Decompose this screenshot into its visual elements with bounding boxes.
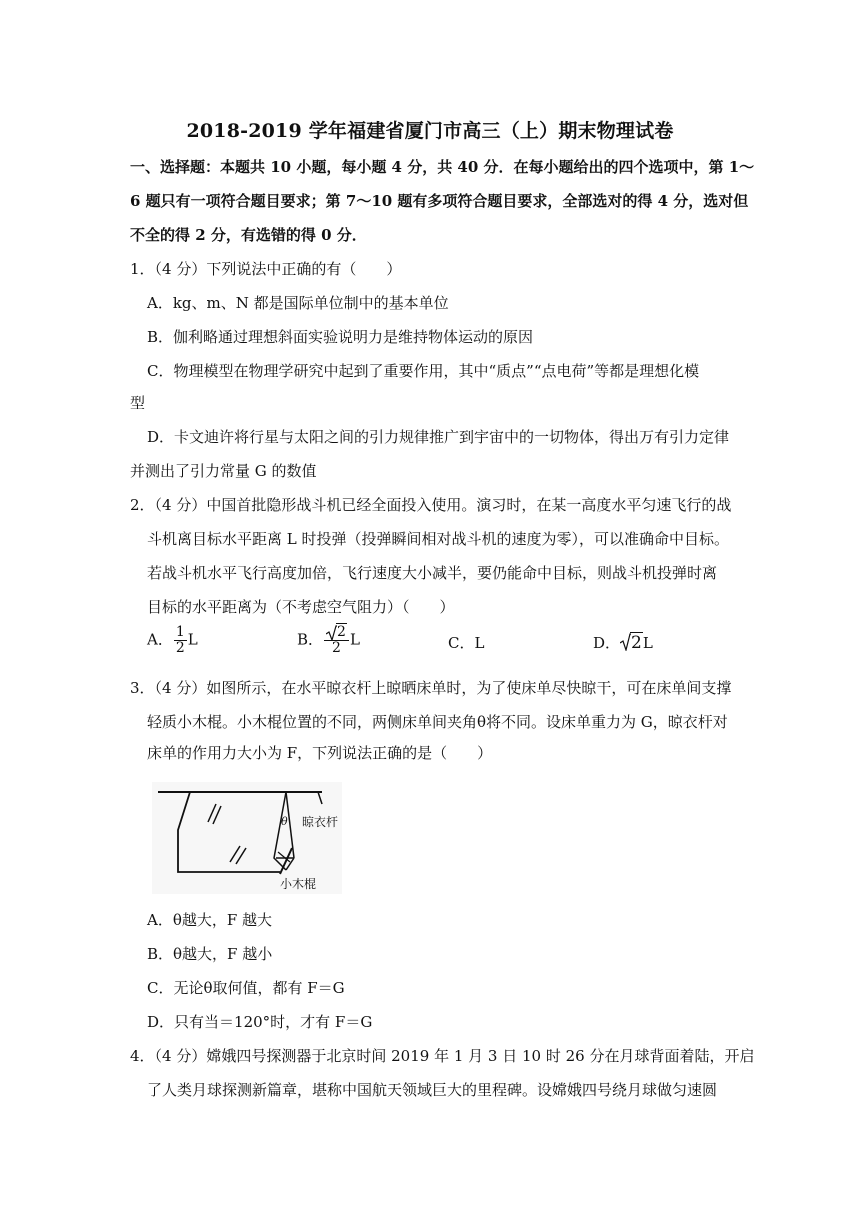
fraction-numerator: 1 [175,624,185,640]
question-1-option-a: A．kg、m、N 都是国际单位制中的基本单位 [147,294,449,312]
bedsheet-diagram [152,782,342,894]
fraction [324,625,349,656]
question-3-line-2: 轻质小木棍。小木棍位置的不同，两侧床单间夹角θ将不同。设床单重力为 G，晾衣杆对 [147,713,728,731]
sqrt-symbol [326,625,347,640]
section-line-1: 一、选择题：本题共 10 小题，每小题 4 分，共 40 分．在每小题给出的四个选项中，第 1～ [130,158,755,176]
question-4-line-2: 了人类月球探测新篇章，堪称中国航天领域巨大的里程碑。设嫦娥四号绕月球做匀速圆 [147,1081,718,1099]
section-line-3: 不全的得 2 分，有选错的得 0 分． [130,226,367,244]
question-2-line-3: 若战斗机水平飞行高度加倍，飞行速度大小减半，要仍能命中目标，则战斗机投弹时离 [147,564,718,582]
fraction [174,625,187,656]
fraction-denominator: 2 [332,640,341,656]
question-3-option-c: C．无论θ取何值，都有 F＝G [147,979,345,997]
question-1-option-d: D．卡文迪许将行星与太阳之间的引力规律推广到宇宙中的一切物体，得出万有引力定律 [147,428,730,446]
fraction-numerator [324,625,349,641]
question-2-option-a [147,625,198,656]
option-d-unit: L [642,634,653,652]
question-1-option-c-cont: 型 [130,394,146,412]
question-2-option-c: C．L [448,634,485,652]
bedsheet-figure [152,782,342,894]
sqrt-symbol [620,633,643,653]
option-d-label: D． [593,634,621,652]
radicand: 2 [337,624,346,640]
stick-label: 小木棍 [280,877,317,891]
question-3-option-a: A．θ越大，F 越大 [147,911,273,929]
radicand: 2 [631,633,642,653]
theta-label: θ [281,815,288,828]
question-1-option-d-cont: 并测出了引力常量 G 的数值 [130,462,317,480]
question-2-option-b [297,625,360,656]
question-2-line-4: 目标的水平距离为（不考虑空气阻力）（ ） [147,598,455,616]
question-3-line-1: 3．（4 分）如图所示，在水平晾衣杆上晾晒床单时，为了使床单尽快晾干，可在床单间支撑 [130,679,732,697]
question-3-option-b: B．θ越大，F 越小 [147,945,273,963]
fraction-denominator: 2 [175,640,185,656]
option-a-unit: L [187,630,198,649]
option-b-label: B． [297,630,324,649]
clothes-rod-label: 晾衣杆 [302,815,339,829]
question-4-line-1: 4．（4 分）嫦娥四号探测器于北京时间 2019 年 1 月 3 日 10 时 26 分在月球背面着陆，开启 [130,1047,755,1065]
page-title: 2018-2019 学年福建省厦门市高三（上）期末物理试卷 [186,120,674,142]
option-b-unit: L [349,630,360,649]
question-1-option-c: C．物理模型在物理学研究中起到了重要作用，其中“质点”“点电荷”等都是理想化模 [147,362,700,380]
radical-sign-icon [326,625,337,641]
section-line-2: 6 题只有一项符合题目要求；第 7～10 题有多项符合题目要求，全部选对的得 4 分，选对但 [130,192,749,210]
question-3-line-3: 床单的作用力大小为 F，下列说法正确的是（ ） [147,744,493,762]
question-2-line-1: 2．（4 分）中国首批隐形战斗机已经全面投入使用。演习时，在某一高度水平匀速飞行的战 [130,496,732,514]
question-2-line-2: 斗机离目标水平距离 L 时投弹（投弹瞬间相对战斗机的速度为零），可以准确命中目标。 [147,530,730,548]
question-1-option-b: B．伽利略通过理想斜面实验说明力是维持物体运动的原因 [147,328,534,346]
radical-sign-icon [620,633,631,651]
question-1-stem: 1．（4 分）下列说法中正确的有（ ） [130,260,402,278]
option-a-label: A． [147,630,173,649]
question-2-option-d [593,633,653,653]
question-3-option-d: D．只有当＝120°时，才有 F＝G [147,1013,373,1031]
